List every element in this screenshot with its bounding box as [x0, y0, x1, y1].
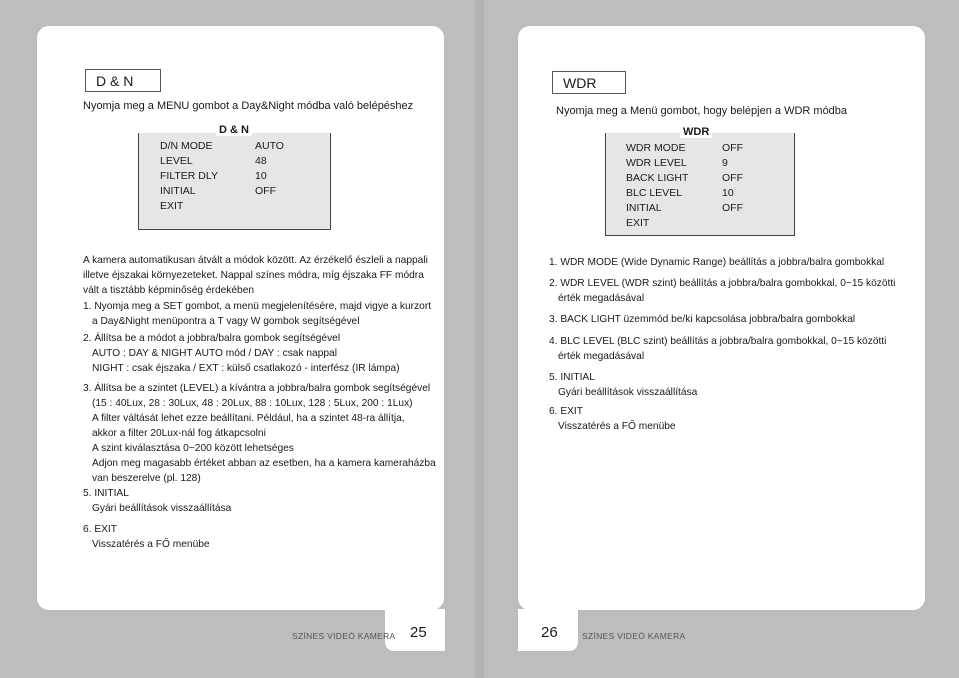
text-line: akkor a filter 20Lux-nál fog átkapcsolni — [92, 428, 266, 439]
text-line: Visszatérés a FŐ menübe — [558, 421, 676, 432]
text-line: 2. WDR LEVEL (WDR szint) beállítás a jobbra/balra gombokkal, 0~15 közötti — [549, 278, 896, 289]
text-line: Visszatérés a FŐ menübe — [92, 539, 210, 550]
dn-menu-row — [139, 185, 330, 200]
menu-key: FILTER DLY — [160, 170, 218, 182]
text-line: 5. INITIAL — [83, 488, 129, 499]
wdr-item-6 — [549, 404, 676, 434]
text-line: Adjon meg magasabb értéket abban az esetben, ha a kamera kameraházba — [92, 458, 436, 469]
menu-value: 9 — [722, 157, 728, 169]
wdr-menu-row — [606, 187, 794, 202]
wdr-section-title: WDR — [552, 71, 626, 94]
dn-item-3 — [83, 381, 436, 486]
dn-menu-title: D & N — [216, 124, 252, 136]
menu-value: 10 — [255, 170, 267, 182]
text-line: Gyári beállítások visszaállítása — [558, 387, 698, 398]
right-page-number: 26 — [541, 624, 558, 641]
text-line: A filter váltását lehet ezze beállítani. Például, ha a szintet 48-ra állítja, — [92, 413, 405, 424]
menu-key: WDR LEVEL — [626, 157, 687, 169]
wdr-item-1 — [549, 255, 884, 270]
dn-item-5 — [83, 486, 231, 516]
text-line: 5. INITIAL — [549, 372, 595, 383]
dn-item-1 — [83, 299, 431, 329]
dn-menu-row — [139, 155, 330, 170]
dn-section-title: D & N — [85, 69, 161, 92]
wdr-menu-title: WDR — [680, 126, 712, 138]
text-line: van beszerelve (pl. 128) — [92, 473, 201, 484]
menu-key: EXIT — [160, 200, 184, 212]
text-line: 1. Nyomja meg a SET gombot, a menü megjelenítésére, majd vigye a kurzort — [83, 301, 432, 312]
wdr-menu-row — [606, 217, 794, 232]
menu-value: 48 — [255, 155, 267, 167]
menu-key: INITIAL — [626, 202, 662, 214]
menu-key: LEVEL — [160, 155, 193, 167]
wdr-lead-text: Nyomja meg a Menü gombot, hogy belépjen a WDR módba — [556, 105, 848, 117]
text-line: vált a tisztább képminőség érdekében — [83, 285, 255, 296]
text-line: érték megadásával — [558, 351, 645, 362]
text-line: érték megadásával — [558, 293, 645, 304]
dn-menu-box — [138, 124, 331, 230]
dn-item-2 — [83, 331, 400, 376]
menu-key: BLC LEVEL — [626, 187, 683, 199]
menu-key: D/N MODE — [160, 140, 213, 152]
text-line: A szint kiválasztása 0~200 között lehetséges — [92, 443, 294, 454]
text-line: 6. EXIT — [549, 406, 583, 417]
text-line: 1. WDR MODE (Wide Dynamic Range) beállítás a jobbra/balra gombokkal — [549, 257, 885, 268]
menu-key: WDR MODE — [626, 142, 686, 154]
text-line: 3. BACK LIGHT üzemmód be/ki kapcsolása jobbra/balra gombokkal — [549, 314, 856, 325]
text-line: (15 : 40Lux, 28 : 30Lux, 48 : 20Lux, 88 : 10Lux, 128 : 5Lux, 200 : 1Lux) — [92, 398, 413, 409]
wdr-menu-row — [606, 157, 794, 172]
text-line: 4. BLC LEVEL (BLC szint) beállítás a jobbra/balra gombokkal, 0~15 közötti — [549, 336, 887, 347]
menu-key: BACK LIGHT — [626, 172, 689, 184]
dn-item-6 — [83, 522, 210, 552]
text-line: a Day&Night menüpontra a T vagy W gombok segítségével — [92, 316, 360, 327]
dn-menu-row — [139, 200, 330, 215]
wdr-menu-row — [606, 202, 794, 217]
text-line: illetve éjszakai környezeteket. Nappal színes módra, míg éjszaka FF módra — [83, 270, 424, 281]
menu-value: OFF — [255, 185, 276, 197]
left-footer-text: SZÍNES VIDEÓ KAMERA — [292, 631, 396, 641]
left-page-number: 25 — [410, 624, 427, 641]
text-line: 6. EXIT — [83, 524, 117, 535]
wdr-item-4 — [549, 334, 886, 364]
menu-key: INITIAL — [160, 185, 196, 197]
text-line: 2. Állítsa be a módot a jobbra/balra gombok segítségével — [83, 333, 341, 344]
text-line: NIGHT : csak éjszaka / EXT : külső csatlakozó - interfész (IR lámpa) — [92, 363, 400, 374]
dn-lead-text: Nyomja meg a MENU gombot a Day&Night módba való belépéshez — [83, 100, 414, 112]
wdr-item-5 — [549, 370, 697, 400]
wdr-menu-row — [606, 172, 794, 187]
menu-value: OFF — [722, 202, 743, 214]
dn-menu-row — [139, 170, 330, 185]
wdr-item-2 — [549, 276, 895, 306]
menu-key: EXIT — [626, 217, 650, 229]
wdr-menu-row — [606, 142, 794, 157]
menu-value: AUTO — [255, 140, 284, 152]
right-footer-text: SZÍNES VIDEÓ KAMERA — [582, 631, 686, 641]
menu-value: OFF — [722, 142, 743, 154]
wdr-menu-box — [605, 126, 795, 236]
menu-value: 10 — [722, 187, 734, 199]
wdr-item-3 — [549, 312, 855, 327]
dn-menu-row — [139, 140, 330, 155]
text-line: Gyári beállítások visszaállítása — [92, 503, 232, 514]
text-line: A kamera automatikusan átvált a módok között. Az érzékelő észleli a nappali — [83, 255, 428, 266]
text-line: 3. Állítsa be a szintet (LEVEL) a kívántra a jobbra/balra gombok segítségével — [83, 383, 431, 394]
text-line: AUTO : DAY & NIGHT AUTO mód / DAY : csak nappal — [92, 348, 337, 359]
menu-value: OFF — [722, 172, 743, 184]
dn-intro-paragraph — [83, 253, 428, 298]
